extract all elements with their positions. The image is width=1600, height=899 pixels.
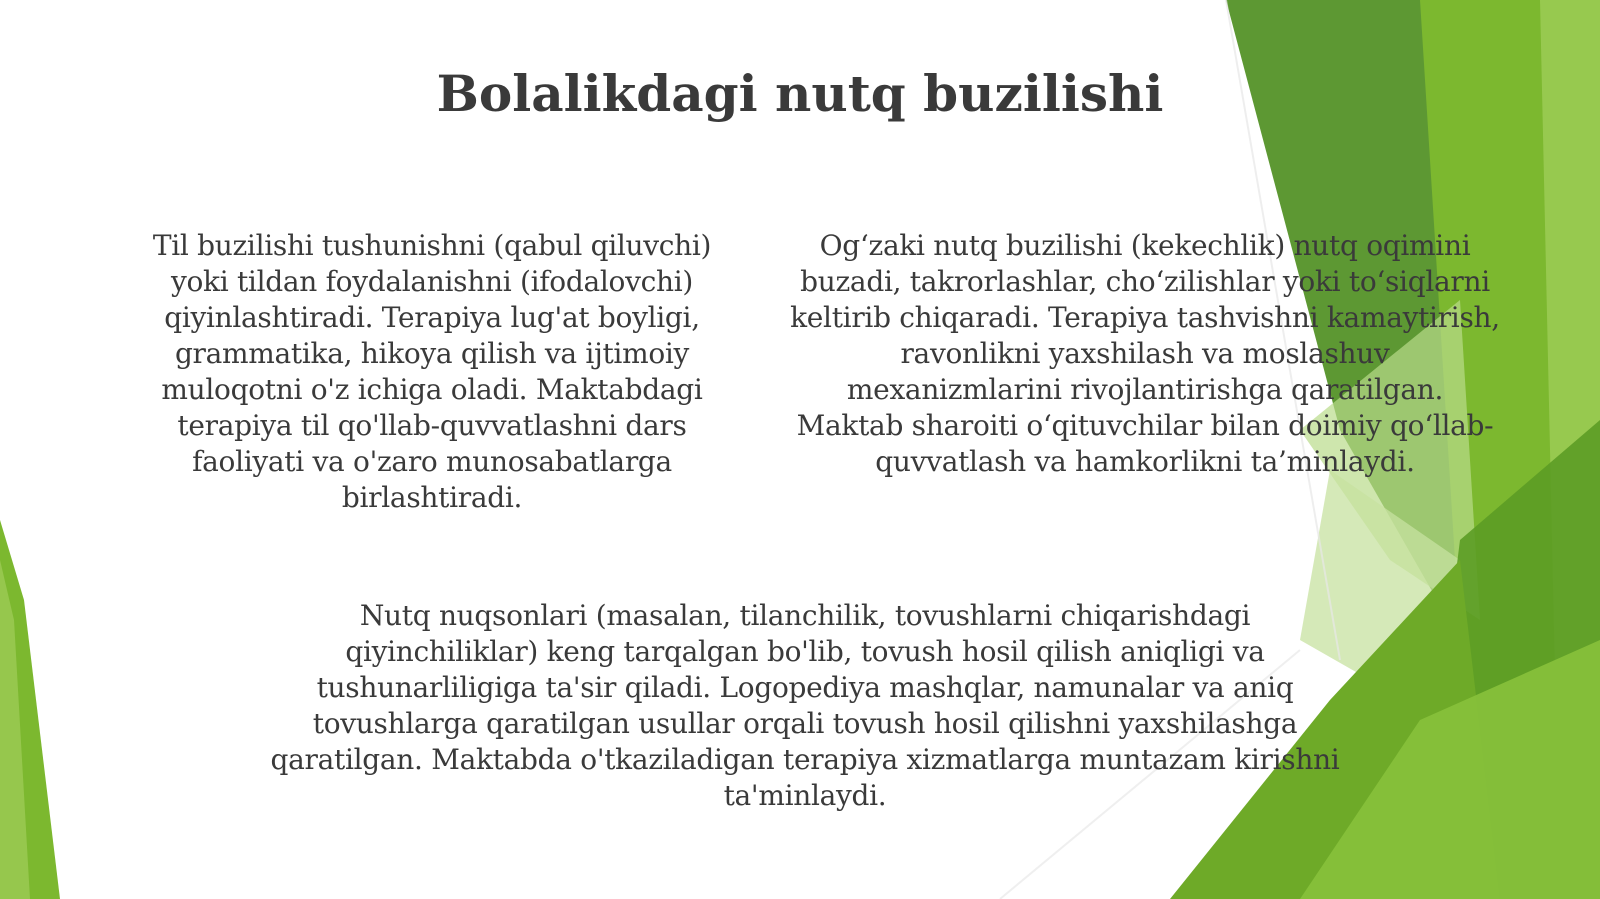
paragraph-articulation-disorder: Nutq nuqsonlari (masalan, tilanchilik, tovushlarni chiqarishdagi qiyinchiliklar) keng tarqalgan bo'lib, tovush hosil qilish aniqligi va tushunarliligiga ta'sir qiladi. Logopediya mashqlar, namunalar va aniq tovushlarga qaratilgan usullar orqali tovush hosil qilishni yaxshilashga qaratilgan. Maktabda o'tkaziladigan terapiya xizmatlarga muntazam kirishni ta'minlaydi. — [270, 599, 1340, 812]
paragraph-fluency-disorder: Og‘zaki nutq buzilishi (kekechlik) nutq oqimini buzadi, takrorlashlar, cho‘zilishlar yoki to‘siqlarni keltirib chiqaradi. Terapiya tashvishni kamaytirish, ravonlikni yaxshilash va moslashuv mexanizmlarini rivojlantirishga qaratilgan. Maktab sharoiti o‘qituvchilar bilan doimiy qo‘llab-quvvatlash va hamkorlikni ta’minlaydi. — [790, 229, 1500, 478]
slide-title: Bolalikdagi nutq buzilishi — [436, 64, 1164, 123]
paragraph-language-disorder: Til buzilishi tushunishni (qabul qiluvchi) yoki tildan foydalanishni (ifodalovchi) qiyinlashtiradi. Terapiya lug'at boyligi, grammatika, hikoya qilish va ijtimoiy muloqotni o'z ichiga oladi. Maktabdagi terapiya til qo'llab-quvvatlashni dars faoliyati va o'zaro munosabatlarga birlashtiradi. — [152, 229, 712, 514]
